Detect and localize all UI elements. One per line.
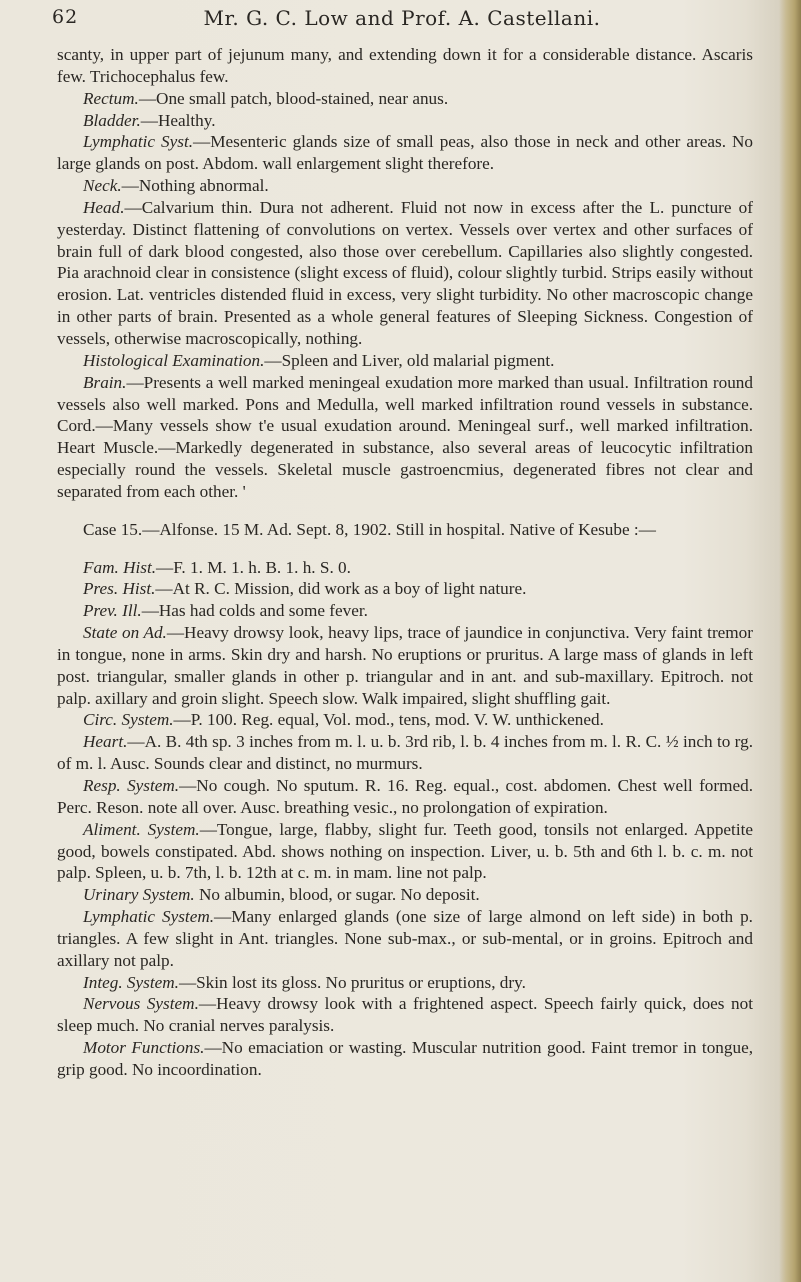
paragraph-text: —Has had colds and some fever. (141, 601, 368, 621)
section-heading: Circ. System. (83, 710, 174, 730)
paragraph (57, 731, 753, 775)
page-edge (779, 0, 801, 1282)
section-heading: Prev. Ill. (83, 601, 142, 621)
paragraph-text: —F. 1. M. 1. h. B. 1. h. S. 0. (156, 557, 351, 577)
paragraph (57, 88, 753, 110)
section-heading: Bladder. (83, 110, 141, 130)
section-heading: Head. (83, 197, 125, 217)
paragraph-text: —One small patch, blood-stained, near anus. (138, 88, 449, 108)
page-number: 62 (52, 6, 79, 28)
paragraph-text: —Presents a well marked meningeal exudation more marked than usual. Infiltration round vessels also well marked. Pons and Medulla, well marked infiltration round vessels in substance. Cord.—Many vessels show t'e usual exudation around. Meningeal surf., well marked infiltration. Heart Muscle.—Markedly degenerated in substance, also several areas of leucocytic infiltration especially round the vessels. Skeletal muscle gastroencmius, degenerated fibres not clear and separated from each other. ' (57, 372, 753, 501)
paragraph-text: —Tongue, large, flabby, slight fur. Teeth good, tonsils not enlarged. Appetite good, bowels constipated. Abd. shows nothing on inspection. Liver, u. b. 5th and 6th l. b. c. m. not palp. Spleen, u. b. 7th, l. b. 12th at c. m. in mam. line not palp. (57, 819, 754, 883)
paragraph-text: No albumin, blood, or sugar. No deposit. (194, 885, 480, 905)
section-heading: Nervous System. (83, 994, 199, 1014)
paragraph-text: Case 15.—Alfonse. 15 M. Ad. Sept. 8, 1902. Still in hospital. Native of Kesube :— (83, 519, 656, 539)
paragraph (57, 110, 753, 132)
paragraph (57, 1037, 753, 1081)
page-body (57, 44, 753, 1081)
page-header (52, 6, 752, 36)
paragraph (57, 578, 753, 600)
section-heading: Lymphatic Syst. (83, 132, 194, 152)
paragraph (57, 197, 753, 350)
section-heading: Fam. Hist. (83, 557, 157, 577)
section-heading: Lymphatic System. (83, 907, 215, 927)
paragraph-text: —Calvarium thin. Dura not adherent. Fluid not now in excess after the L. puncture of yesterday. Distinct flattening of convolutions on vertex. Vessels over vertex and other surfaces of brain full of dark blood congested, also those over cerebellum. Capillaries also slightly congested. Pia arachnoid clear in consistence (slight excess of fluid), colour slightly turbid. Strips easily without erosion. Lat. ventricles distended fluid in excess, very slight turbidity. No other macroscopic change in other parts of brain. Presented as a whole general features of Sleeping Sickness. Congestion of vessels, otherwise macroscopically, nothing. (57, 197, 753, 348)
paragraph (57, 906, 753, 972)
section-heading: Aliment. System. (83, 819, 200, 839)
section-heading: Rectum. (83, 88, 139, 108)
running-title: Mr. G. C. Low and Prof. A. Castellani. (203, 6, 601, 30)
paragraph (57, 972, 753, 994)
section-heading: Pres. Hist. (83, 579, 156, 599)
paragraph (57, 350, 753, 372)
paragraph (57, 622, 753, 709)
paragraph-text: —P. 100. Reg. equal, Vol. mod., tens, mod. V. W. unthickened. (173, 710, 604, 730)
paragraph (57, 709, 753, 731)
paragraph-text: —Mesenteric glands size of small peas, also those in neck and other areas. No large glands on post. Abdom. wall enlargement slight therefore. (57, 132, 753, 174)
paragraph (57, 819, 753, 885)
paragraph-text: —Nothing abnormal. (121, 176, 269, 196)
paragraph (57, 993, 753, 1037)
paragraph (57, 175, 753, 197)
paragraph (57, 600, 753, 622)
paragraph-text: —No cough. No sputum. R. 16. Reg. equal., cost. abdomen. Chest well formed. Perc. Reson. note all over. Ausc. breathing vesic., no prolongation of expiration. (57, 776, 754, 817)
section-heading: Histological Examination. (83, 350, 265, 370)
section-heading: Integ. System. (83, 972, 179, 992)
paragraph-text: —No emaciation or wasting. Muscular nutrition good. Faint tremor in tongue, grip good. No incoordination. (57, 1038, 753, 1079)
section-heading: Brain. (83, 372, 127, 392)
section-heading: Heart. (83, 732, 128, 752)
paragraph-text: —Healthy. (140, 110, 216, 130)
paragraph (57, 775, 753, 819)
paragraph-text: scanty, in upper part of jejunum many, and extending down it for a considerable distance. Ascaris few. Trichocephalus few. (57, 45, 753, 86)
paragraph (57, 519, 753, 541)
paragraph-text: —Skin lost its gloss. No pruritus or eruptions, dry. (178, 972, 526, 992)
paragraph (57, 557, 753, 579)
section-heading: Urinary System. (83, 885, 195, 905)
paragraph (57, 131, 753, 175)
paragraph-text: —Many enlarged glands (one size of large almond on left side) in both p. triangles. A few slight in Ant. triangles. None sub-max., or sub-mental, or in groins. Epitroch and axillary not palp. (57, 907, 753, 970)
section-heading: Neck. (83, 176, 122, 196)
paragraph-text: —Heavy drowsy look with a frightened aspect. Speech fairly quick, does not sleep much. No cranial nerves paralysis. (57, 994, 753, 1036)
paragraph-text: —Spleen and Liver, old malarial pigment. (264, 350, 555, 370)
paragraph (57, 372, 753, 503)
paragraph-text: —At R. C. Mission, did work as a boy of light nature. (155, 579, 527, 599)
section-heading: Motor Functions. (83, 1038, 205, 1058)
section-heading: State on Ad. (83, 623, 167, 643)
paragraph (57, 44, 753, 88)
paragraph (57, 884, 753, 906)
section-heading: Resp. System. (83, 776, 180, 795)
paragraph-text: —Heavy drowsy look, heavy lips, trace of jaundice in conjunctiva. Very faint tremor in tongue, none in arms. Skin dry and harsh. No eruptions or pruritus. A large mass of glands in left post. triangular, smaller glands in other p. triangular and in ant. and sub-maxillary. Epitroch. not palp. axillary and groin slight. Speech slow. Walk impaired, slight shuffling gait. (57, 623, 753, 708)
paragraph-text: —A. B. 4th sp. 3 inches from m. l. u. b. 3rd rib, l. b. 4 inches from m. l. R. C. ½ inch to rg. of m. l. Ausc. Sounds clear and distinct, no murmurs. (57, 732, 753, 774)
